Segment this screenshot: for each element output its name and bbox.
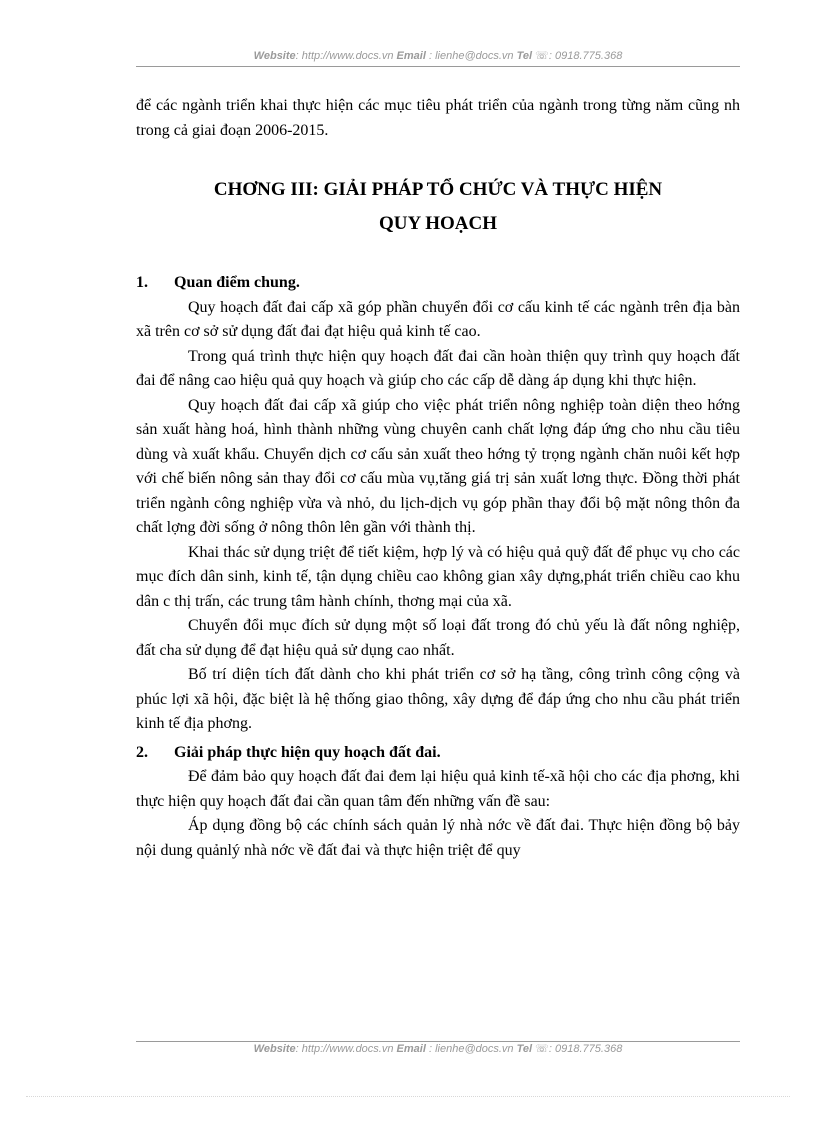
paragraph: Bố trí diện tích đất dành cho khi phát triển cơ sở hạ tầng, công trình công cộng và phúc lợi xã hội, đặc biệt là hệ thống giao thông, xây dựng để đáp ứng cho nhu cầu phát triển kinh tế địa phơng. [136,666,740,732]
paragraph: Quy hoạch đất đai cấp xã giúp cho việc phát triển nông nghiệp toàn diện theo hớng sản xuất hàng hoá, hình thành những vùng chuyên canh chất lợng đáp ứng cho nhu cầu tiêu dùng và xuất khẩu. Chuyển dịch cơ cấu sản xuất theo hớng tỷ trọng ngành chăn nuôi kết hợp với chế biến nông sản thay đổi cơ cấu mùa vụ,tăng giá trị sản xuất lơng thực. Đồng thời phát triển ngành công nghiệp vừa và nhỏ, du lịch-dịch vụ góp phần thay đổi bộ mặt nông thôn đa chất lợng đời sống ở nông thôn lên gần với thành thị. [136,396,740,536]
page-footer [136,1041,740,1058]
paragraph: Áp dụng đồng bộ các chính sách quản lý nhà nớc về đất đai. Thực hiện đồng bộ bảy nội dung quảnlý nhà nớc về đất đai và thực hiện triệt để quy [136,817,740,859]
page-bottom-divider [26,1096,790,1097]
phone-icon: ☏ [535,1043,549,1055]
document-body [136,94,740,863]
chapter-title-line2: QUY HOẠCH [378,213,498,234]
page-header [136,49,740,67]
footer-tel-label: Tel [516,1043,533,1055]
section-title: Giải pháp thực hiện quy hoạch đất đai. [174,743,441,761]
chapter-title-line1: CHƠNG III: GIẢI PHÁP TỔ CHỨC VÀ THỰC HIỆN [213,179,663,200]
header-tel-value: : 0918.775.368 [548,50,623,62]
footer-website-label: Website [253,1043,296,1055]
footer-email-label: Email [396,1043,426,1055]
header-website-label: Website [253,50,296,62]
phone-icon: ☏ [535,50,549,62]
footer-email-link[interactable]: : lienhe@docs.vn [428,1043,514,1055]
paragraph: Chuyển đổi mục đích sử dụng một số loại đất trong đó chủ yếu là đất nông nghiệp, đất cha sử dụng để đạt hiệu quả sử dụng cao nhất. [136,617,740,659]
paragraph: Khai thác sử dụng triệt để tiết kiệm, hợp lý và có hiệu quả quỹ đất để phục vụ cho các mục đích dân sinh, kinh tế, tận dụng chiều cao không gian xây dựng,phát triển chiều cao khu dân c thị trấn, các trung tâm hành chính, thơng mại của xã. [136,543,740,610]
section-number: 1. [136,274,148,291]
footer-website-link[interactable]: : http://www.docs.vn [295,1043,394,1055]
section-number: 2. [136,743,148,761]
section-heading-2 [136,741,740,766]
footer-tel-value: : 0918.775.368 [548,1043,623,1055]
intro-paragraph: để các ngành triển khai thực hiện các mục tiêu phát triển của ngành trong từng năm cũng nh trong cả giai đoạn 2006-2015. [136,97,740,139]
section-heading-1 [136,271,740,296]
section-title: Quan điểm chung. [174,274,300,291]
header-website-link[interactable]: : http://www.docs.vn [295,50,394,62]
header-tel-label: Tel [516,50,533,62]
header-email-label: Email [396,50,426,62]
chapter-title [136,173,740,241]
paragraph: Quy hoạch đất đai cấp xã góp phần chuyển đổi cơ cấu kinh tế các ngành trên địa bàn xã trên cơ sở sử dụng đất đai đạt hiệu quả kinh tế cao. [136,298,740,340]
header-email-link[interactable]: : lienhe@docs.vn [428,50,514,62]
paragraph: Trong quá trình thực hiện quy hoạch đất đai cần hoàn thiện quy trình quy hoạch đất đai để nâng cao hiệu quả quy hoạch và giúp cho các cấp dễ dàng áp dụng khi thực hiện. [136,347,740,389]
paragraph: Để đảm bảo quy hoạch đất đai đem lại hiệu quả kinh tế-xã hội cho các địa phơng, khi thực hiện quy hoạch đất đai cần quan tâm đến những vấn đề sau: [136,768,740,810]
